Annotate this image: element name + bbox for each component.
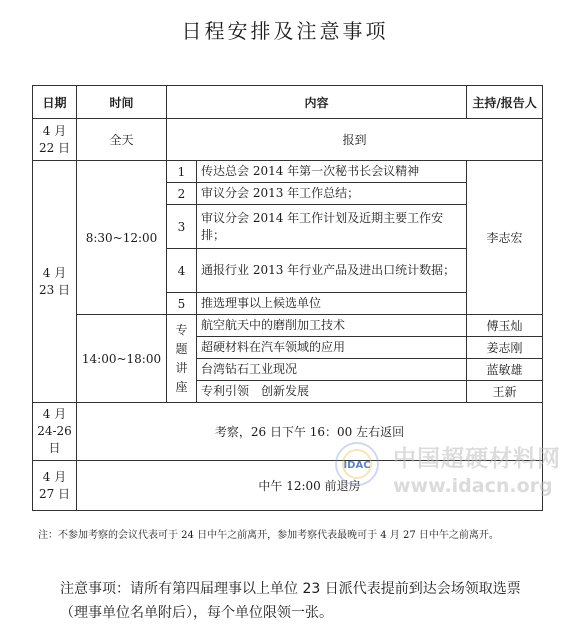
notice-text: 注意事项：请所有第四届理事以上单位 23 日派代表提前到达会场领取选票（理事单位名单附后），每个单位限领一张。 [60,581,521,621]
talk-title: 台湾钻石工业现况 [197,359,467,381]
agenda-item: 审议分会 2014 年工作计划及近期主要工作安排； [197,205,467,249]
date-cell: 4 月 24-26 日 [33,403,77,461]
watermark [393,440,561,497]
item-number: 1 [167,161,197,183]
host-cell: 李志宏 [467,161,543,315]
item-number: 2 [167,183,197,205]
time-cell: 14:00~18:00 [77,315,167,403]
page-title: 日程安排及注意事项 [181,19,389,43]
time-cell: 全天 [77,119,167,161]
item-number: 5 [167,293,197,315]
item-number: 4 [167,249,197,293]
host-cell: 王新 [467,381,543,403]
header-time: 时间 [77,86,167,119]
time-cell: 8:30~12:00 [77,161,167,315]
agenda-item: 传达总会 2014 年第一次秘书长会议精神 [197,161,467,183]
host-cell: 姜志刚 [467,337,543,359]
table-row [33,315,543,337]
date-cell: 4 月 22 日 [33,119,77,161]
watermark-logo-text: IDAC [343,460,371,471]
talk-title: 航空航天中的磨削加工技术 [197,315,467,337]
agenda-item: 推选理事以上候选单位 [197,293,467,315]
item-number: 3 [167,205,197,249]
content-cell: 考察，26 日下午 16：00 左右返回 [77,403,543,461]
table-header-row [33,86,543,119]
host-cell: 傅玉灿 [467,315,543,337]
topic-label: 专 题 讲 座 [167,315,197,403]
watermark-logo [333,440,381,488]
date-cell: 4 月 27 日 [33,461,77,511]
header-host: 主持/报告人 [467,86,543,119]
table-row [33,119,543,161]
date-cell: 4 月 23 日 [33,161,77,403]
watermark-name: 中国超硬材料网 [393,446,561,472]
agenda-item: 通报行业 2013 年行业产品及进出口统计数据； [197,249,467,293]
agenda-item: 审议分会 2013 年工作总结； [197,183,467,205]
header-content: 内容 [167,86,467,119]
talk-title: 专利引领 创新发展 [197,381,467,403]
content-cell: 中午 12:00 前退房 [77,461,543,511]
footnote: 注：不参加考察的会议代表可于 24 日中午之前离开，参加考察代表最晚可于 4 月 27 日中午之前离开。 [38,530,499,541]
content-cell: 报到 [167,119,543,161]
host-cell: 蓝敏雄 [467,359,543,381]
table-row [33,161,543,183]
header-date: 日期 [33,86,77,119]
watermark-url: www.idacn.org [393,475,553,497]
talk-title: 超硬材料在汽车领域的应用 [197,337,467,359]
